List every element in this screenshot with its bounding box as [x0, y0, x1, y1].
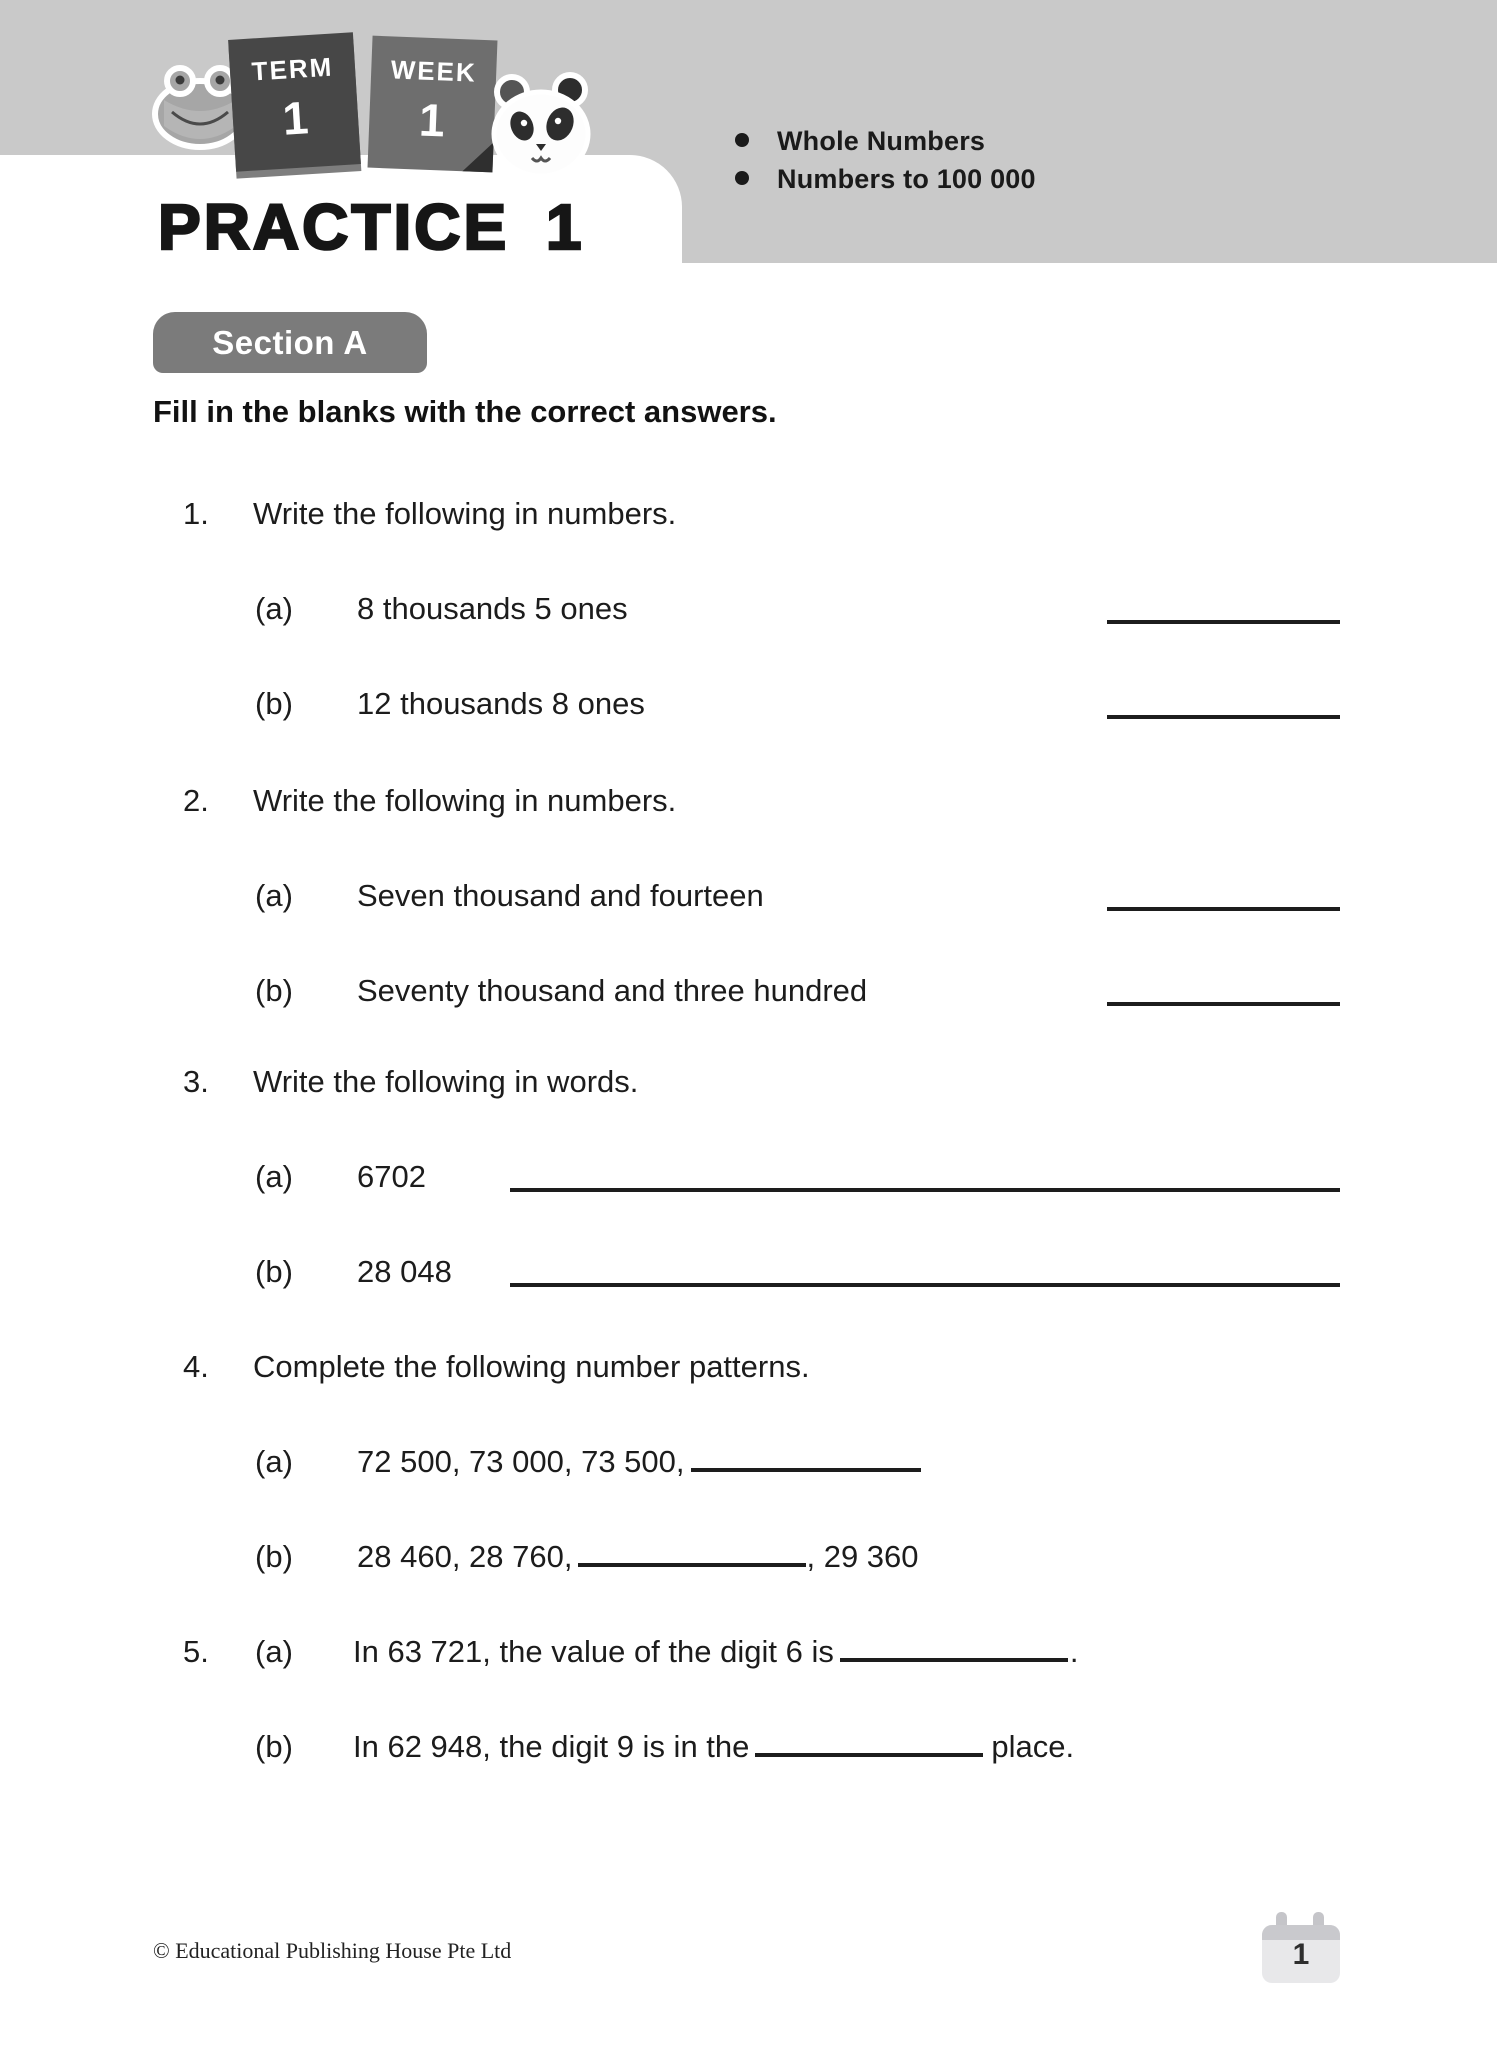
- answer-blank: [691, 1468, 921, 1472]
- part-label: (a): [255, 1634, 293, 1669]
- part-label: (b): [255, 973, 293, 1008]
- topic-item: [735, 126, 1036, 164]
- section-badge: [153, 312, 427, 373]
- part-text: 8 thousands 5 ones: [357, 591, 628, 626]
- part-text: 12 thousands 8 ones: [357, 686, 645, 721]
- panda-icon: [488, 68, 594, 188]
- part-label: (b): [255, 1539, 293, 1574]
- answer-blank: [578, 1563, 806, 1567]
- question-text: Complete the following number patterns.: [253, 1349, 810, 1384]
- part-label: (b): [255, 1254, 293, 1289]
- topic-list: [735, 126, 1036, 202]
- answer-blank: [1107, 620, 1340, 624]
- part-text: [357, 1537, 919, 1577]
- part-text: 28 048: [357, 1254, 452, 1289]
- term-label: TERM: [250, 51, 335, 87]
- part-text: Seven thousand and fourteen: [357, 878, 764, 913]
- term-badge: [228, 32, 361, 171]
- part-text: 6702: [357, 1159, 426, 1194]
- page-number: 1: [1292, 1938, 1310, 1971]
- answer-blank: [510, 1188, 1340, 1192]
- part-label: (a): [255, 878, 293, 913]
- answer-blank: [510, 1283, 1340, 1287]
- answer-blank: [1107, 1002, 1340, 1006]
- question-number: 1.: [183, 496, 209, 531]
- question-text: Write the following in numbers.: [253, 496, 677, 531]
- answer-blank: [1107, 715, 1340, 719]
- topic-label: Numbers to 100 000: [777, 164, 1036, 194]
- part-label: (a): [255, 591, 293, 626]
- question-number: 3.: [183, 1064, 209, 1099]
- question-number: 4.: [183, 1349, 209, 1384]
- part-text-after: place.: [991, 1729, 1075, 1764]
- part-text-before: 28 460, 28 760,: [357, 1539, 573, 1574]
- part-text-before: In 63 721, the value of the digit 6 is: [353, 1634, 834, 1669]
- answer-blank: [1107, 907, 1340, 911]
- bullet-icon: [735, 133, 749, 147]
- answer-blank: [840, 1658, 1068, 1662]
- part-text-before: In 62 948, the digit 9 is in the: [353, 1729, 750, 1764]
- part-text: [357, 1442, 927, 1482]
- part-label: (b): [255, 1729, 293, 1764]
- term-number: 1: [281, 91, 310, 145]
- part-text: [353, 1727, 1074, 1767]
- bullet-icon: [735, 171, 749, 185]
- part-label: (a): [255, 1444, 293, 1479]
- answer-blank: [755, 1753, 983, 1757]
- week-number: 1: [418, 93, 446, 147]
- topic-item: [735, 164, 1036, 202]
- part-label: (b): [255, 686, 293, 721]
- part-text-after: , 29 360: [806, 1539, 919, 1574]
- part-text: Seventy thousand and three hundred: [357, 973, 868, 1008]
- part-text: [353, 1632, 1078, 1672]
- question-text: Write the following in words.: [253, 1064, 639, 1099]
- section-badge-label: Section A: [212, 323, 368, 361]
- topic-label: Whole Numbers: [777, 126, 986, 156]
- part-label: (a): [255, 1159, 293, 1194]
- part-text-after: .: [1069, 1634, 1079, 1669]
- week-badge: [368, 36, 498, 173]
- question-number: 2.: [183, 783, 209, 818]
- question-text: Write the following in numbers.: [253, 783, 677, 818]
- page-title: PRACTICE 1: [158, 191, 585, 263]
- calendar-icon: [1262, 1912, 1340, 1986]
- question-number: 5.: [183, 1634, 209, 1669]
- week-label: WEEK: [390, 54, 478, 88]
- section-instruction: Fill in the blanks with the correct answers.: [153, 394, 777, 429]
- part-text-before: 72 500, 73 000, 73 500,: [357, 1444, 685, 1479]
- footer-copyright: © Educational Publishing House Pte Ltd: [153, 1938, 512, 1963]
